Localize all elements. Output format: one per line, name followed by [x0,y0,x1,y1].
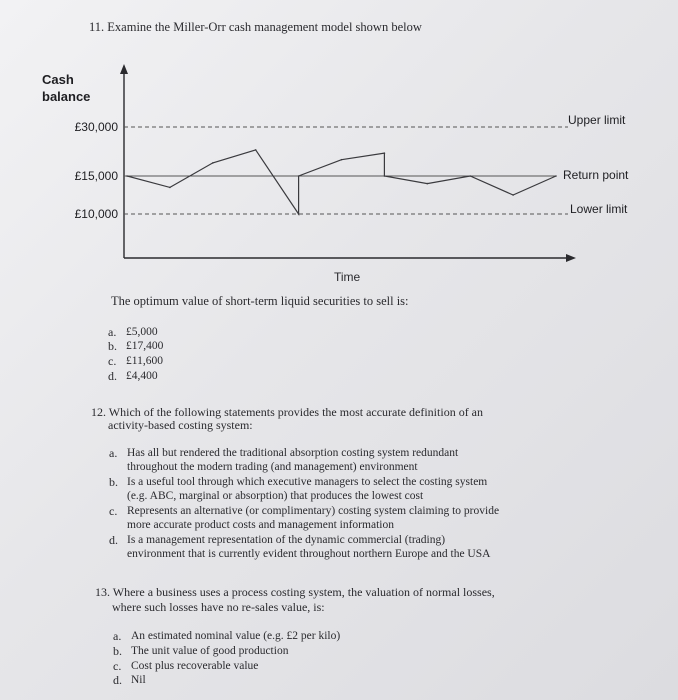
y-axis-label-line1: Cash [42,72,74,87]
q13-option-letter: a. [113,629,122,643]
q12-option-line: Is a useful tool through which executive managers to select the costing system [127,476,488,488]
q13-question-line1: 13. Where a business uses a process costing system, the valuation of normal losses, [95,585,495,599]
q11-option-letter: b. [108,339,117,353]
x-axis-arrow [566,254,576,262]
q11-option-letter: a. [108,325,117,339]
q13-option-text: An estimated nominal value (e.g. £2 per kilo) [131,630,341,642]
q13-option-letter: d. [113,673,122,687]
q11-option-letter: c. [108,354,117,368]
series-point [169,187,171,189]
y-tick-label: £10,000 [74,207,118,221]
q13-option-text: Nil [131,674,146,686]
q12-option-line: throughout the modern trading (and management) environment [127,461,418,473]
series-point [255,149,257,151]
y-axis-arrow [120,64,128,74]
q12-option-line: Is a management representation of the dynamic commercial (trading) [127,534,446,546]
q12-option-line: Represents an alternative (or complimentary) costing system claiming to provide [127,505,500,517]
q12-question-line2: activity-based costing system: [108,418,253,432]
series-point [384,152,386,154]
q13-question-line2: where such losses have no re-sales value, is: [112,600,325,614]
y-tick-label: £30,000 [74,120,118,134]
q12-option-line: more accurate product costs and management information [127,519,394,531]
q12-option-letter: c. [109,504,118,518]
q11-option-text: £4,400 [126,370,158,382]
series-point [126,175,128,177]
q12-option-line: Has all but rendered the traditional absorption costing system redundant [127,447,459,459]
series-point [555,175,557,177]
series-point [341,159,343,161]
series-point [469,175,471,177]
q11-option-text: £17,400 [126,340,164,352]
q13-option-letter: c. [113,659,122,673]
series-point [512,194,514,196]
series-point [212,162,214,164]
miller-orr-chart [0,60,678,290]
q12-option-line: (e.g. ABC, marginal or absorption) that produces the lowest cost [127,490,424,502]
q12-option-letter: d. [109,533,118,547]
q13-option-text: Cost plus recoverable value [131,660,259,672]
x-axis-label: Time [334,270,361,284]
q12-option-letter: b. [109,475,118,489]
q12-question-line1: 12. Which of the following statements provides the most accurate definition of an [91,405,484,419]
q11-option-text: £5,000 [126,326,158,338]
q13-option-letter: b. [113,644,122,658]
chart-svg [0,60,678,290]
q12-option-letter: a. [109,446,118,460]
level-label-lower-limit: Lower limit [570,202,628,216]
level-label-upper-limit: Upper limit [568,113,626,127]
series-point [298,175,300,177]
q11-option-text: £11,600 [126,355,163,367]
q12-option-line: environment that is currently evident throughout northern Europe and the USA [127,548,491,560]
q11-title: 11. Examine the Miller-Orr cash management model shown below [89,20,422,34]
y-tick-label: £15,000 [74,169,118,183]
series-point [384,175,386,177]
series-point [298,213,300,215]
q11-option-letter: d. [108,369,117,383]
series-point [427,183,429,185]
q13-option-text: The unit value of good production [131,645,289,657]
q11-question: The optimum value of short-term liquid securities to sell is: [111,294,409,308]
y-axis-label-line2: balance [42,89,91,104]
level-label-return-point: Return point [563,168,629,182]
